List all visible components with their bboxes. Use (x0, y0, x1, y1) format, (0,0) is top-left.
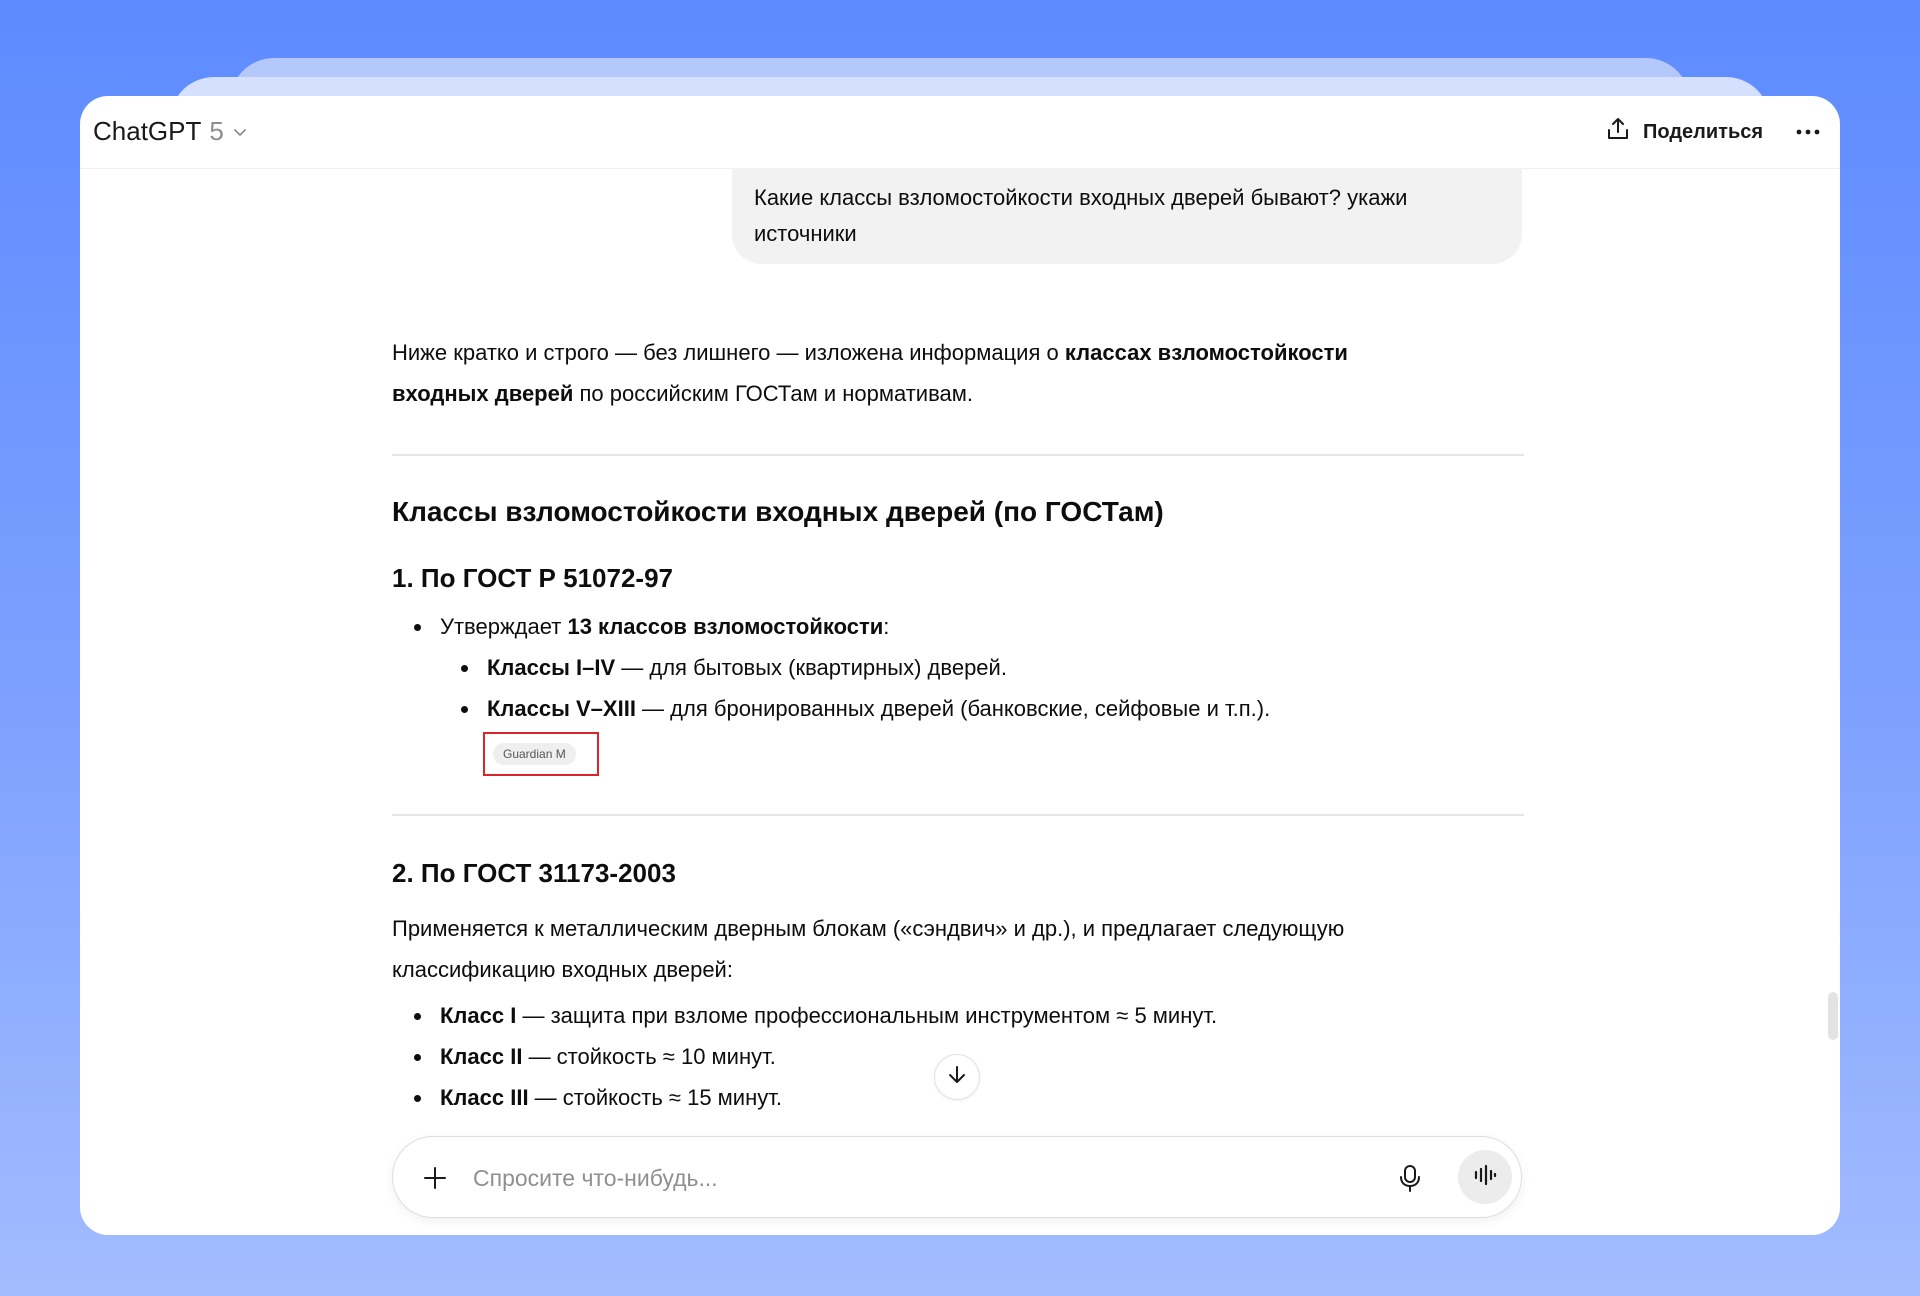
gost2-class-2-text: — стойкость ≈ 10 минут. (522, 1044, 776, 1069)
gost1-heading: 1. По ГОСТ Р 51072-97 (392, 563, 673, 593)
gost1-sub2-bold: Классы V–XIII (487, 696, 636, 721)
share-icon (1605, 116, 1631, 148)
user-message-bubble (732, 168, 1522, 264)
gost2-class-3-text: — стойкость ≈ 15 минут. (528, 1085, 782, 1110)
gost1-item-suffix: : (883, 614, 890, 639)
divider (392, 454, 1524, 456)
gost2-intro-line-1: Применяется к металлическим дверным блокам («сэндвич» и др.), и предлагает следующую (392, 916, 1345, 941)
arrow-down-icon (946, 1064, 968, 1091)
gost2-intro-paragraph (392, 908, 1524, 990)
gost2-heading: 2. По ГОСТ 31173-2003 (392, 858, 676, 888)
gost1-item-prefix: Утверждает (440, 614, 568, 639)
gost2-class-1-bold: Класс I (440, 1003, 517, 1028)
list-item (487, 650, 1007, 686)
gost2-class-1-text: — защита при взломе профессиональным инструментом ≈ 5 минут. (516, 1003, 1218, 1028)
user-message-line-2: источники (754, 221, 857, 246)
scrollbar[interactable] (1828, 992, 1838, 1040)
model-name: ChatGPT (93, 116, 202, 146)
list-item (440, 1039, 776, 1075)
voice-mode-icon (1472, 1164, 1498, 1191)
intro-paragraph (392, 332, 1524, 414)
scroll-to-bottom-button[interactable] (934, 1054, 980, 1100)
more-options-button[interactable] (1792, 118, 1824, 146)
list-item (440, 1080, 782, 1116)
microphone-icon[interactable] (1393, 1161, 1427, 1195)
message-input[interactable] (471, 1159, 1375, 1197)
more-icon (1796, 123, 1820, 141)
message-composer (392, 1136, 1522, 1218)
model-version: 5 (209, 116, 224, 146)
list-item (440, 609, 889, 645)
divider (392, 814, 1524, 816)
citation-pill[interactable]: Guardian M (493, 743, 576, 765)
gost1-sub2-text: — для бронированных дверей (банковские, сейфовые и т.п.). (635, 696, 1271, 721)
intro-bold-1: классах взломостойкости (1064, 340, 1348, 365)
gost2-intro-line-2: классификацию входных дверей: (392, 957, 733, 982)
top-bar (80, 96, 1840, 169)
voice-mode-button[interactable] (1458, 1150, 1512, 1204)
plus-icon[interactable] (419, 1162, 451, 1194)
chat-window (80, 96, 1840, 1235)
gost2-class-3-bold: Класс III (440, 1085, 529, 1110)
intro-text-2: по российским ГОСТам и нормативам. (573, 381, 974, 406)
list-item (440, 998, 1217, 1034)
section-heading: Классы взломостойкости входных дверей (по ГОСТам) (392, 496, 1164, 527)
gost1-item-bold: 13 классов взломостойкости (567, 614, 884, 639)
gost1-sub1-text: — для бытовых (квартирных) дверей. (615, 655, 1007, 680)
intro-text-1: Ниже кратко и строго — без лишнего — изложена информация о (392, 340, 1065, 365)
list-item (487, 691, 1270, 727)
share-button[interactable] (1605, 116, 1763, 148)
share-label: Поделиться (1643, 120, 1764, 143)
gost2-class-2-bold: Класс II (440, 1044, 523, 1069)
citation-highlight (483, 732, 599, 776)
intro-bold-2: входных дверей (392, 381, 574, 406)
user-message-line-1: Какие классы взломостойкости входных дверей бывают? укажи (754, 185, 1408, 210)
gost1-sub1-bold: Классы I–IV (487, 655, 616, 680)
chevron-down-icon (232, 116, 248, 147)
model-switcher[interactable] (93, 116, 248, 147)
